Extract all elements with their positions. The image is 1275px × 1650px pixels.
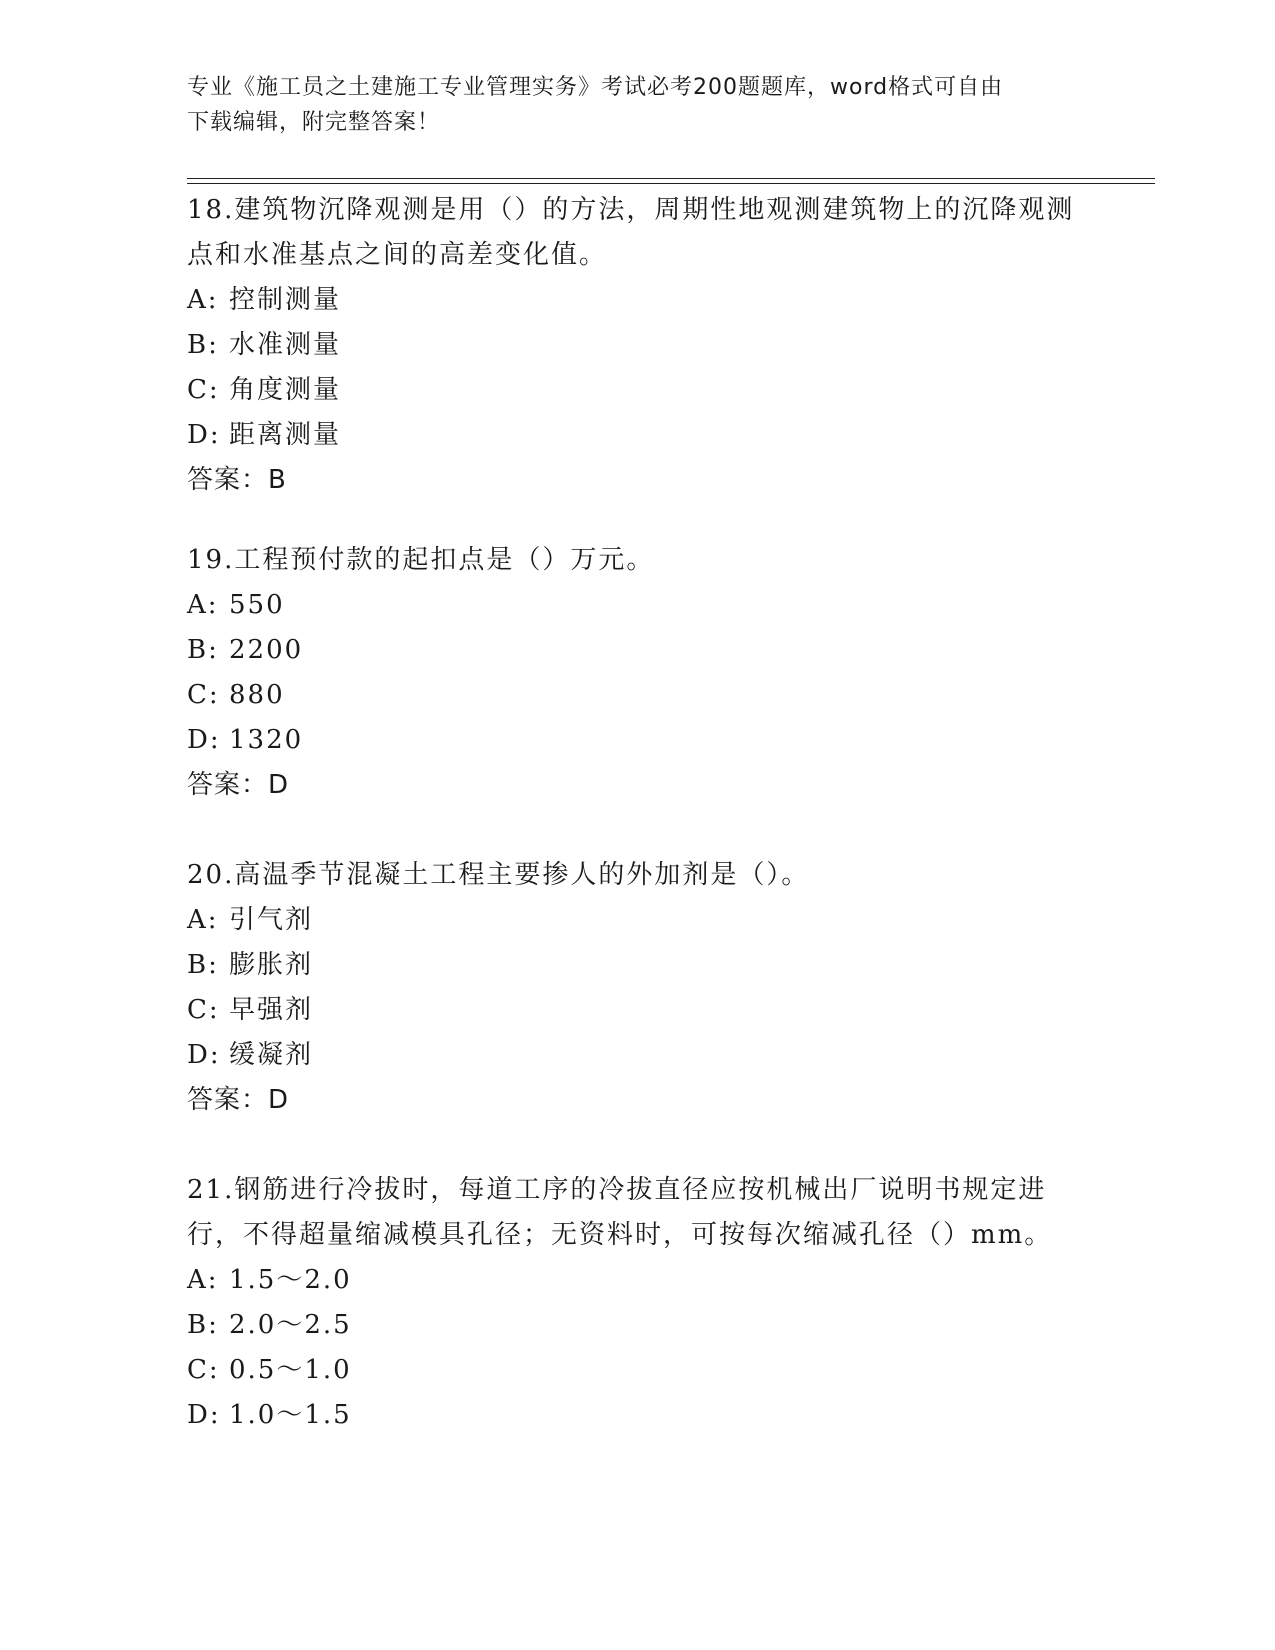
option-d: [187, 718, 1087, 763]
option-text: 引气剂: [229, 905, 314, 935]
option-letter: C:: [187, 1355, 220, 1385]
option-letter: A:: [187, 905, 219, 935]
option-b: [187, 1303, 1087, 1348]
document-header: [187, 70, 1087, 140]
option-d: [187, 1033, 1087, 1078]
header-divider-top: [187, 178, 1155, 179]
option-text: 1.5～2.0: [229, 1265, 352, 1295]
question-text: 19.工程预付款的起扣点是（）万元。: [187, 545, 655, 575]
question-text: 21.钢筋进行冷拔时，每道工序的冷拔直径应按机械出厂说明书规定进行，不得超量缩减模具孔径；无资料时，可按每次缩减孔径（）mm。: [187, 1175, 1053, 1250]
option-letter: A:: [187, 285, 219, 315]
option-text: 缓凝剂: [229, 1040, 314, 1070]
answer-line: 答案：B: [187, 465, 287, 495]
answer-line: 答案：D: [187, 770, 290, 800]
option-letter: B:: [187, 330, 219, 360]
header-divider-bottom: [187, 183, 1155, 184]
option-a: [187, 898, 1087, 943]
option-text: 距离测量: [229, 420, 342, 450]
option-b: [187, 943, 1087, 988]
option-text: 膨胀剂: [229, 950, 314, 980]
option-letter: B:: [187, 1310, 219, 1340]
option-text: 控制测量: [229, 285, 342, 315]
option-a: [187, 583, 1087, 628]
option-letter: D:: [187, 1400, 221, 1430]
question-text: 18.建筑物沉降观测是用（）的方法，周期性地观测建筑物上的沉降观测点和水准基点之间的高差变化值。: [187, 195, 1075, 270]
option-letter: C:: [187, 680, 220, 710]
option-text: 550: [229, 590, 285, 620]
option-text: 2200: [229, 635, 304, 665]
option-letter: D:: [187, 420, 221, 450]
option-text: 1.0～1.5: [229, 1400, 352, 1430]
option-letter: C:: [187, 375, 220, 405]
option-a: [187, 1258, 1087, 1303]
option-text: 角度测量: [229, 375, 342, 405]
option-b: [187, 628, 1087, 673]
question-block-21: [187, 1168, 1087, 1438]
option-letter: B:: [187, 635, 219, 665]
option-b: [187, 323, 1087, 368]
option-letter: D:: [187, 725, 221, 755]
option-letter: A:: [187, 590, 219, 620]
header-line-1: 专业《施工员之土建施工专业管理实务》考试必考200题题库，word格式可自由: [187, 75, 1004, 100]
option-text: 早强剂: [229, 995, 314, 1025]
answer-line: 答案：D: [187, 1085, 290, 1115]
question-text: 20.高温季节混凝土工程主要掺人的外加剂是（）。: [187, 860, 810, 890]
question-block-20: [187, 853, 1087, 1123]
question-block-19: [187, 538, 1087, 808]
option-text: 1320: [229, 725, 304, 755]
question-block-18: [187, 188, 1087, 503]
option-text: 2.0～2.5: [229, 1310, 352, 1340]
option-c: [187, 988, 1087, 1033]
header-line-2: 下载编辑，附完整答案！: [187, 110, 441, 135]
option-d: [187, 413, 1087, 458]
option-c: [187, 673, 1087, 718]
option-c: [187, 368, 1087, 413]
option-text: 0.5～1.0: [229, 1355, 352, 1385]
option-a: [187, 278, 1087, 323]
option-c: [187, 1348, 1087, 1393]
option-letter: A:: [187, 1265, 219, 1295]
option-text: 水准测量: [229, 330, 342, 360]
option-letter: B:: [187, 950, 219, 980]
option-text: 880: [229, 680, 285, 710]
option-d: [187, 1393, 1087, 1438]
option-letter: C:: [187, 995, 220, 1025]
option-letter: D:: [187, 1040, 221, 1070]
